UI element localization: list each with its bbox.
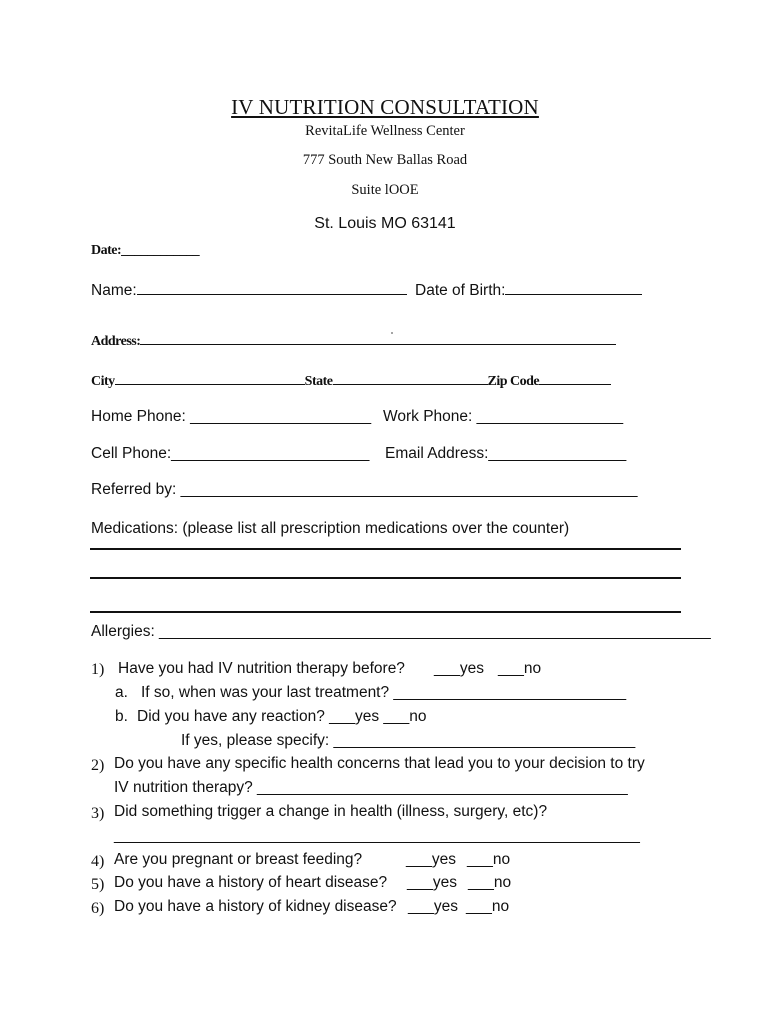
q4-yes-option[interactable]: ___yes [406, 851, 456, 868]
zip-label: Zip Code [487, 374, 540, 389]
state-label: State [304, 374, 333, 389]
date-field[interactable]: Date:____________ [91, 243, 200, 258]
city-label: City [91, 374, 115, 389]
org-suite: Suite lOOE [351, 182, 419, 198]
q3-text: Did something trigger a change in health (illness, surgery, etc)? [114, 803, 548, 820]
org-name: RevitaLife Wellness Center [305, 123, 465, 139]
q1b-field[interactable]: Did you have any reaction? ___yes ___no [137, 708, 427, 725]
q6-text: Do you have a history of kidney disease? [114, 898, 397, 915]
q1-number: 1) [91, 661, 105, 678]
zip-input-line[interactable] [539, 370, 611, 385]
org-street: 777 South New Ballas Road [302, 152, 468, 168]
org-city-state-zip: St. Louis MO 63141 [314, 215, 456, 232]
medications-line-1[interactable] [90, 548, 681, 550]
q4-number: 4) [91, 853, 105, 870]
q1-yes-option[interactable]: ___yes [434, 660, 484, 677]
city-input-line[interactable] [115, 370, 305, 385]
q5-yes-option[interactable]: ___yes [407, 874, 457, 891]
name-label: Name: [91, 282, 137, 299]
address-label: Address: [91, 334, 141, 349]
q3-answer-field[interactable]: _____________________________________________________________ [114, 827, 640, 844]
q5-text: Do you have a history of heart disease? [114, 874, 388, 891]
scan-speck [391, 332, 393, 334]
medications-line-3[interactable] [90, 611, 681, 613]
q6-yes-option[interactable]: ___yes [408, 898, 458, 915]
q4-no-option[interactable]: ___no [467, 851, 511, 868]
cell-phone-field[interactable]: Cell Phone:_______________________ [91, 445, 370, 462]
name-input-line[interactable] [137, 280, 407, 295]
q6-no-option[interactable]: ___no [466, 898, 510, 915]
home-phone-field[interactable]: Home Phone: _____________________ [91, 408, 372, 425]
q5-number: 5) [91, 876, 105, 893]
q3-number: 3) [91, 805, 105, 822]
work-phone-field[interactable]: Work Phone: _________________ [383, 408, 624, 425]
city-state-zip-row[interactable] [91, 370, 611, 390]
q4-text: Are you pregnant or breast feeding? [114, 851, 363, 868]
address-field[interactable] [91, 330, 616, 350]
referred-by-field[interactable]: Referred by: _____________________________________________________ [91, 481, 638, 498]
q1a-field[interactable]: If so, when was your last treatment? ___________________________ [141, 684, 627, 701]
q2-answer-field[interactable]: IV nutrition therapy? ___________________________________________ [114, 779, 628, 796]
q1b-specify-field[interactable]: If yes, please specify: ___________________________________ [181, 732, 636, 749]
q2-text: Do you have any specific health concerns that lead you to your decision to try [114, 755, 645, 772]
state-input-line[interactable] [333, 370, 488, 385]
q1-no-option[interactable]: ___no [498, 660, 542, 677]
q6-number: 6) [91, 900, 105, 917]
address-input-line[interactable] [140, 330, 616, 345]
q1b-number: b. [115, 708, 128, 725]
dob-field[interactable] [415, 280, 642, 300]
medications-label: Medications: (please list all prescription medications over the counter) [91, 520, 570, 537]
q5-no-option[interactable]: ___no [468, 874, 512, 891]
email-field[interactable]: Email Address:________________ [385, 445, 627, 462]
name-field[interactable] [91, 280, 407, 300]
dob-input-line[interactable] [505, 280, 642, 295]
q1-text: Have you had IV nutrition therapy before? [118, 660, 405, 677]
dob-label: Date of Birth: [415, 282, 506, 299]
q2-number: 2) [91, 757, 105, 774]
page-title: IV NUTRITION CONSULTATION [231, 95, 539, 119]
medications-line-2[interactable] [90, 577, 681, 579]
allergies-field[interactable]: Allergies: ________________________________________________________________ [91, 623, 711, 640]
q1a-number: a. [115, 684, 128, 701]
